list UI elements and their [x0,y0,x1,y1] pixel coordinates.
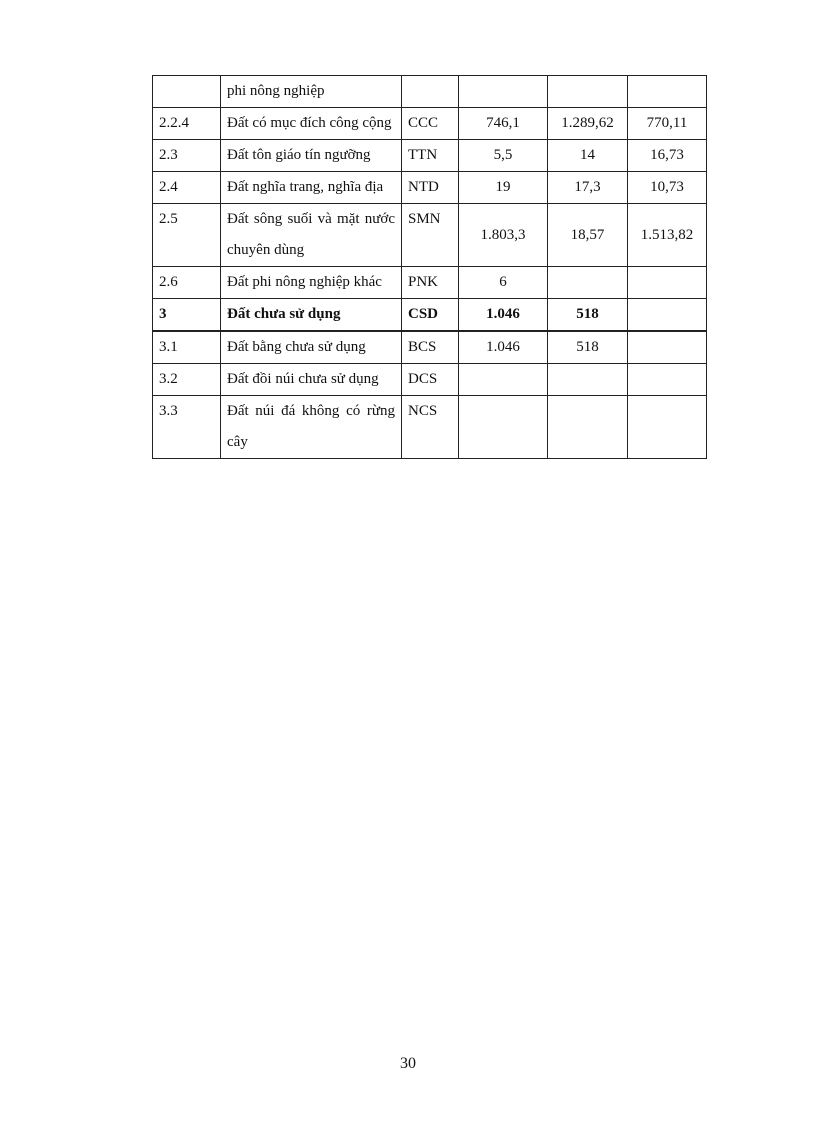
row-name: Đất phi nông nghiệp khác [221,267,402,299]
table-row [153,299,707,332]
row-value-1: 5,5 [459,140,548,172]
row-value-2: 14 [548,140,628,172]
row-value-1: 19 [459,172,548,204]
land-use-table [152,75,707,459]
row-value-2 [548,396,628,459]
table-row [153,140,707,172]
row-code: 2.6 [153,267,221,299]
row-symbol: DCS [402,364,459,396]
row-value-2: 518 [548,331,628,364]
row-name: Đất sông suối và mặt nước chuyên dùng [221,204,402,267]
row-value-3 [628,396,707,459]
row-value-3: 10,73 [628,172,707,204]
row-name: Đất bằng chưa sử dụng [221,331,402,364]
row-code: 3.3 [153,396,221,459]
table-row [153,331,707,364]
row-name: Đất tôn giáo tín ngưỡng [221,140,402,172]
row-value-2: 17,3 [548,172,628,204]
row-value-2 [548,267,628,299]
row-symbol: TTN [402,140,459,172]
row-value-1 [459,364,548,396]
row-symbol: PNK [402,267,459,299]
row-symbol [402,76,459,108]
row-code: 3 [153,299,221,332]
row-name: Đất núi đá không có rừng cây [221,396,402,459]
row-value-2 [548,364,628,396]
table-row [153,76,707,108]
row-symbol: SMN [402,204,459,267]
row-symbol: CSD [402,299,459,332]
row-value-3 [628,364,707,396]
row-code: 2.4 [153,172,221,204]
row-value-3: 770,11 [628,108,707,140]
row-name: Đất chưa sử dụng [221,299,402,332]
row-code: 2.5 [153,204,221,267]
row-value-2: 18,57 [548,204,628,267]
table-row [153,267,707,299]
table-row [153,204,707,267]
row-value-3: 1.513,82 [628,204,707,267]
row-symbol: CCC [402,108,459,140]
row-value-3 [628,299,707,332]
row-value-2: 518 [548,299,628,332]
row-value-2 [548,76,628,108]
table-row [153,172,707,204]
table-row [153,364,707,396]
row-value-1: 1.803,3 [459,204,548,267]
row-value-3 [628,331,707,364]
row-value-1 [459,76,548,108]
row-code [153,76,221,108]
row-value-1: 1.046 [459,299,548,332]
row-value-1: 1.046 [459,331,548,364]
row-value-1: 746,1 [459,108,548,140]
row-value-3: 16,73 [628,140,707,172]
row-symbol: BCS [402,331,459,364]
row-value-1 [459,396,548,459]
row-value-1: 6 [459,267,548,299]
row-code: 3.2 [153,364,221,396]
row-symbol: NTD [402,172,459,204]
row-name: phi nông nghiệp [221,76,402,108]
table-row [153,108,707,140]
row-name: Đất có mục đích công cộng [221,108,402,140]
row-code: 2.2.4 [153,108,221,140]
row-code: 3.1 [153,331,221,364]
row-value-3 [628,76,707,108]
row-value-3 [628,267,707,299]
row-symbol: NCS [402,396,459,459]
row-name: Đất nghĩa trang, nghĩa địa [221,172,402,204]
row-value-2: 1.289,62 [548,108,628,140]
row-code: 2.3 [153,140,221,172]
page-number: 30 [400,1055,416,1072]
table-row [153,396,707,459]
row-name: Đất đồi núi chưa sử dụng [221,364,402,396]
